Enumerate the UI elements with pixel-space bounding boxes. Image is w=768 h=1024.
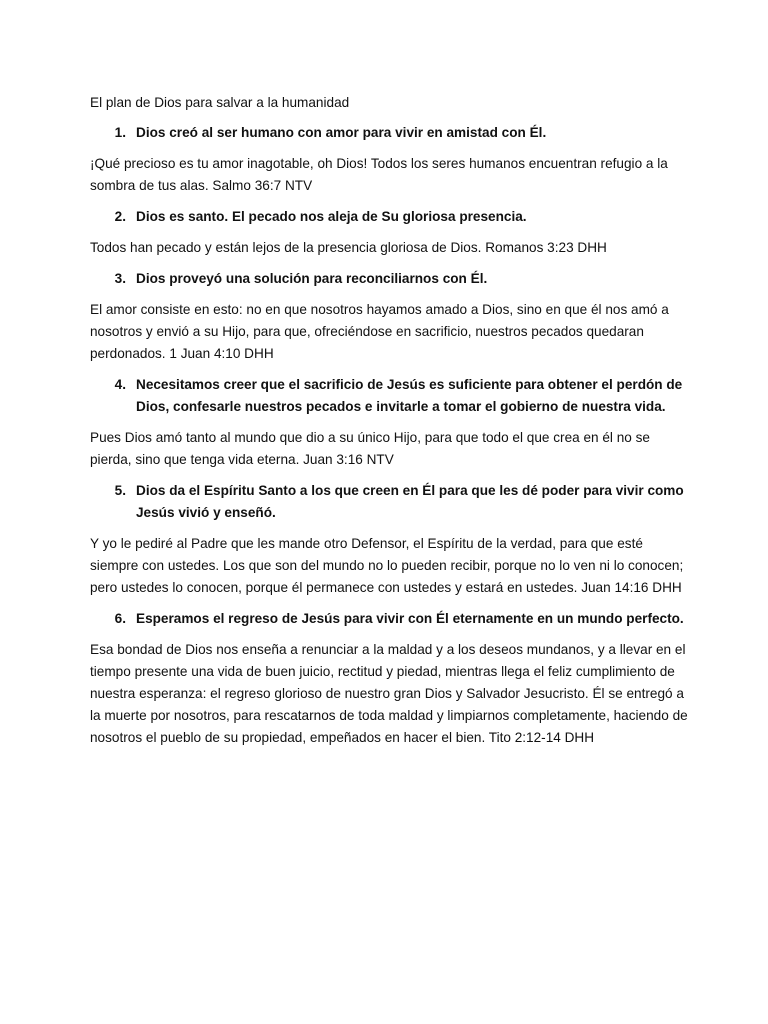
section-heading-5 [90,480,690,524]
section-verse-1: ¡Qué precioso es tu amor inagotable, oh Dios! Todos los seres humanos encuentran refugio a la sombra de tus alas. Salmo 36:7 NTV [90,156,668,193]
section-number: 4. [114,377,126,392]
section-heading-2 [90,206,690,228]
section-verse-3: El amor consiste en esto: no en que nosotros hayamos amado a Dios, sino en que él nos amó a nosotros y envió a su Hijo, para que, ofreciéndose en sacrificio, nuestros pecados quedaran perdonados. 1 Juan 4:10 DHH [90,302,669,361]
section-heading-3 [90,268,690,290]
section-verse-6: Esa bondad de Dios nos enseña a renunciar a la maldad y a los deseos mundanos, y a llevar en el tiempo presente una vida de buen juicio, rectitud y piedad, mientras llega el feliz cumplimiento de nuestra esperanza: el regreso glorioso de nuestro gran Dios y Salvador Jesucristo. Él se entregó a la muerte por nosotros, para rescatarnos de toda maldad y limpiarnos completamente, haciendo de nosotros el pueblo de su propiedad, empeñados en hacer el bien. Tito 2:12-14 DHH [90,642,688,745]
section-heading-text: Dios creó al ser humano con amor para vivir en amistad con Él. [136,125,547,140]
section-verse-5: Y yo le pediré al Padre que les mande otro Defensor, el Espíritu de la verdad, para que esté siempre con ustedes. Los que son del mundo no lo pueden recibir, porque no lo ven ni lo conocen; pero ustedes lo conocen, porque él permanece con ustedes y estará en ustedes. Juan 14:16 DHH [90,536,684,595]
section-heading-1 [90,122,690,144]
section-heading-4 [90,374,690,418]
section-verse-4: Pues Dios amó tanto al mundo que dio a su único Hijo, para que todo el que crea en él no se pierda, sino que tenga vida eterna. Juan 3:16 NTV [90,430,650,467]
section-number: 3. [114,271,126,286]
document-title: El plan de Dios para salvar a la humanidad [90,95,350,110]
section-heading-text: Dios proveyó una solución para reconciliarnos con Él. [136,271,488,286]
section-heading-text: Dios es santo. El pecado nos aleja de Su gloriosa presencia. [136,209,527,224]
section-number: 2. [114,209,126,224]
section-heading-text: Necesitamos creer que el sacrificio de Jesús es suficiente para obtener el perdón de Dios, confesarle nuestros pecados e invitarle a tomar el gobierno de nuestra vida. [136,377,683,414]
section-heading-text: Dios da el Espíritu Santo a los que creen en Él para que les dé poder para vivir como Jesús vivió y enseñó. [136,483,684,520]
section-heading-6 [90,608,690,630]
document-body [90,92,690,758]
section-number: 6. [114,611,126,626]
section-number: 1. [114,125,126,140]
section-verse-2: Todos han pecado y están lejos de la presencia gloriosa de Dios. Romanos 3:23 DHH [90,240,607,255]
section-number: 5. [114,483,126,498]
section-heading-text: Esperamos el regreso de Jesús para vivir con Él eternamente en un mundo perfecto. [136,611,684,626]
